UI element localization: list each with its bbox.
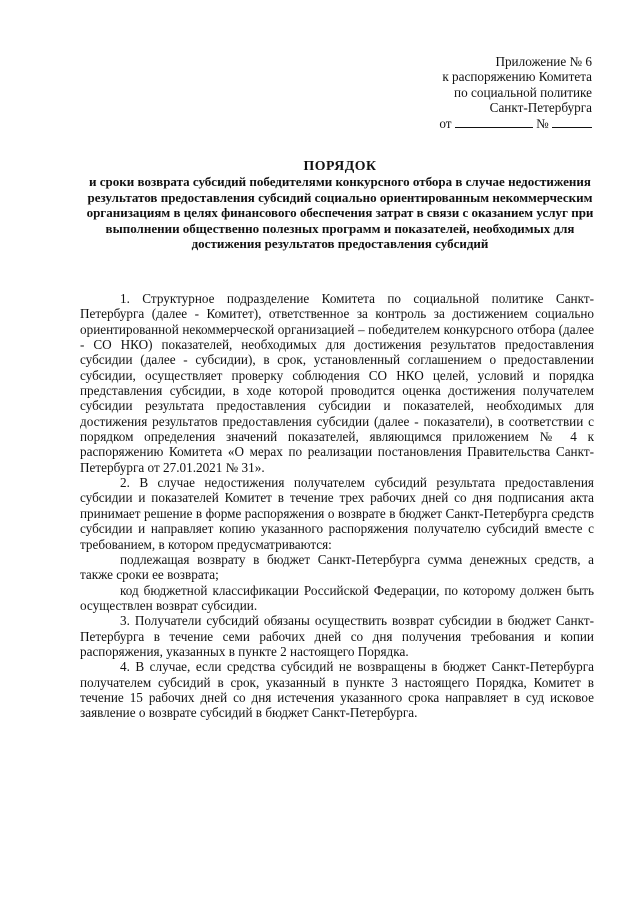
appendix-header bbox=[352, 54, 592, 131]
document-title: ПОРЯДОК bbox=[303, 158, 377, 173]
appendix-line: по социальной политике bbox=[454, 84, 592, 100]
number-label: № bbox=[536, 115, 549, 131]
paragraph: 3. Получатели субсидий обязаны осуществить возврат субсидии в бюджет Санкт-Петербурга в течение семи рабочих дней со дня получения требования и копии распоряжения, указанных в пункте 2 настоящего Порядка. bbox=[80, 613, 594, 659]
appendix-line: к распоряжению Комитета bbox=[442, 69, 592, 85]
date-blank bbox=[455, 117, 533, 128]
number-blank bbox=[552, 117, 592, 128]
paragraph: 4. В случае, если средства субсидий не возвращены в бюджет Санкт-Петербурга получателем субсидий в срок, указанный в пункте 3 настоящего Порядка, Комитет в течение 15 рабочих дней со дня истечения указанного срока направляет в суд исковое заявление о возврате субсидий в бюджет Санкт-Петербурга. bbox=[80, 659, 594, 721]
signature-line bbox=[352, 116, 592, 131]
appendix-line: Приложение № 6 bbox=[495, 54, 592, 69]
paragraph: 2. В случае недостижения получателем субсидий результата предоставления субсидии и показателей Комитет в течение трех рабочих дней со дня подписания акта принимает решение в форме распоряжения о возврате в бюджет Санкт-Петербурга средств субсидии и направляет копию указанного распоряжения получателю субсидий вместе с требованием, в котором предусматриваются: bbox=[80, 475, 594, 552]
document-body bbox=[80, 291, 594, 721]
paragraph: подлежащая возврату в бюджет Санкт-Петербурга сумма денежных средств, а также сроки ее возврата; bbox=[80, 551, 594, 583]
paragraph: код бюджетной классификации Российской Федерации, по которому должен быть осуществлен возврат субсидии. bbox=[80, 582, 594, 613]
appendix-line: Санкт-Петербурга bbox=[489, 100, 592, 116]
paragraph: 1. Структурное подразделение Комитета по социальной политике Санкт-Петербурга (далее - Комитет), ответственное за контроль за достижением социально ориентированной некоммерческой организацией – победителем конкурсного отбора (далее - СО НКО) показателей, необходимых для достижения результатов предоставления субсидии (далее - субсидии), в срок, установленный соглашением о предоставлении субсидии, осуществляет проверку соблюдения СО НКО целей, условий и порядка представления субсидии, в ходе которой проводится оценка достижения получателем субсидии результата предоставления субсидии и показателей, необходимых для достижения результатов предоставления субсидии (далее - показатели), в соответствии с порядком определения значений показателей, являющимся приложением № 4 к распоряжению Комитета «О мерах по реализации постановления Правительства Санкт-Петербурга от 27.01.2021 № 31». bbox=[80, 291, 594, 475]
from-label: от bbox=[439, 115, 452, 131]
document-subtitle: и сроки возврата субсидий победителями конкурсного отбора в случае недостижения результатов предоставления субсидий социально ориентированным некоммерческим организациям в целях финансового обеспечения затрат в связи с оказанием услуг при выполнении общественно полезных программ и показателей, необходимых для достижения результатов предоставления субсидий bbox=[86, 174, 594, 252]
